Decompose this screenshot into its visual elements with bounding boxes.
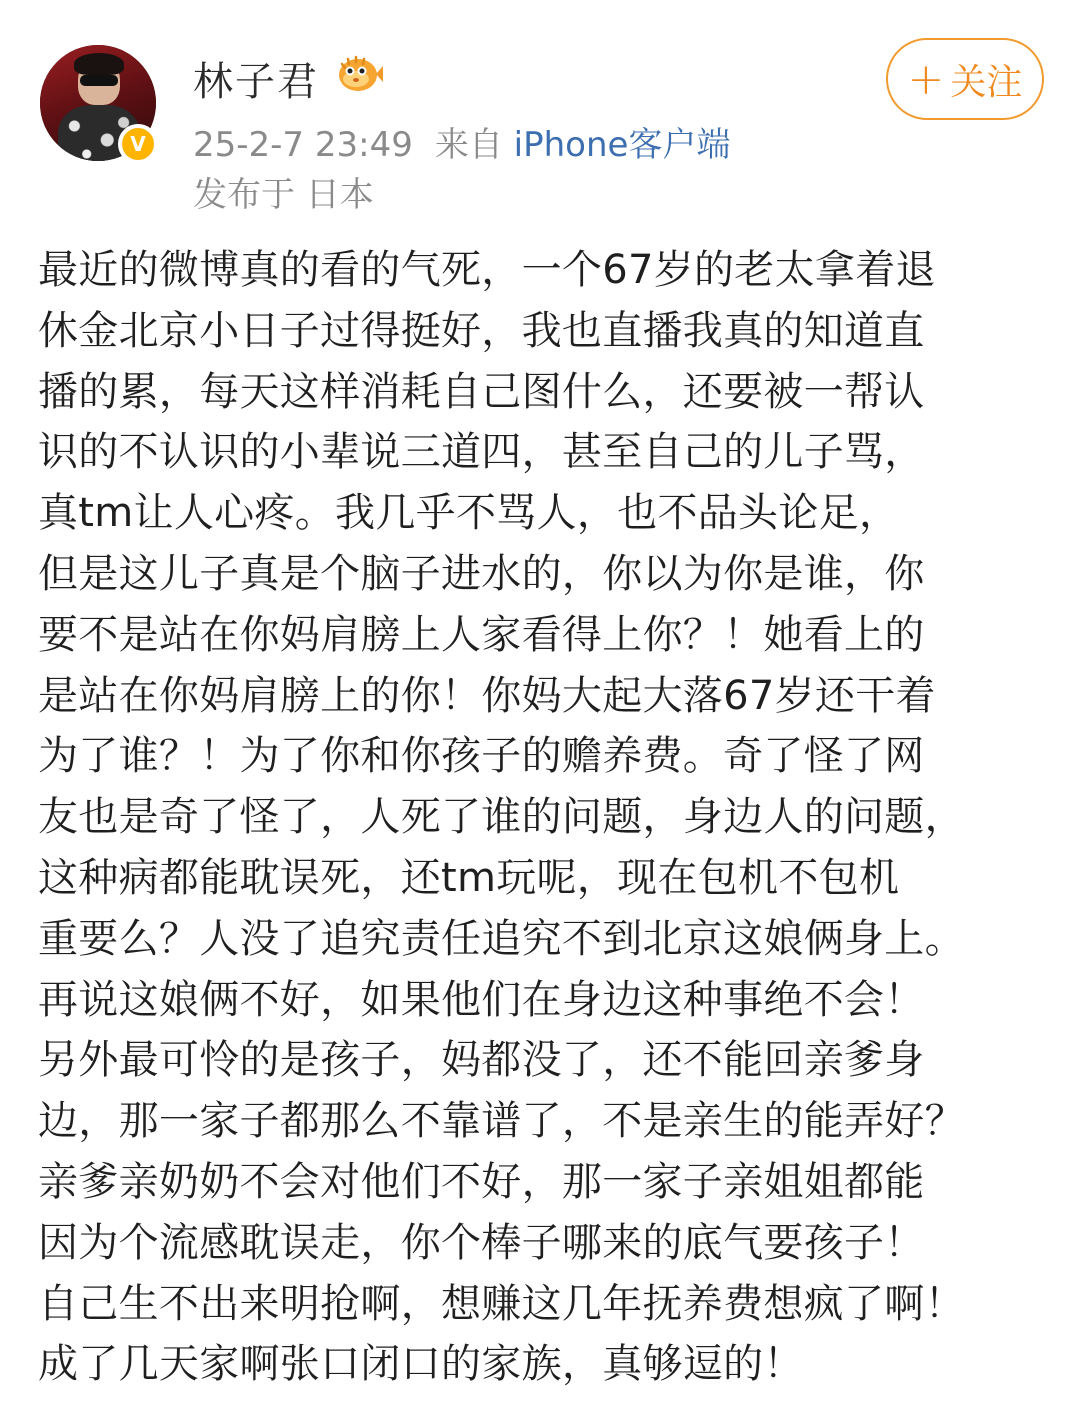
- body-line: 为了谁？！为了你和你孩子的赡养费。奇了怪了网: [38, 733, 925, 780]
- body-line: 友也是奇了怪了，人死了谁的问题，身边人的问题，: [38, 794, 965, 841]
- body-line: 另外最可怜的是孩子，妈都没了，还不能回亲爹身: [38, 1037, 925, 1084]
- body-line: 边，那一家子都那么不靠谱了，不是亲生的能弄好？: [38, 1098, 965, 1145]
- body-line: 自己生不出来明抢啊，想赚这几年抚养费想疯了啊！: [38, 1280, 965, 1327]
- body-line: 休金北京小日子过得挺好，我也直播我真的知道直: [38, 307, 925, 354]
- post-location: 发布于 日本: [193, 175, 374, 215]
- plus-icon: +: [907, 53, 945, 105]
- body-line: 成了几天家啊张口闭口的家族，真够逗的！: [38, 1341, 804, 1388]
- post-body: [38, 240, 1048, 1395]
- body-line: 播的累，每天这样消耗自己图什么，还要被一帮认: [38, 368, 925, 415]
- body-line: 最近的微博真的看的气死，一个67岁的老太拿着退: [38, 247, 936, 293]
- follow-label: 关注: [950, 61, 1023, 103]
- body-line: 要不是站在你妈肩膀上人家看得上你？！她看上的: [38, 611, 925, 658]
- body-line: 真tm让人心疼。我几乎不骂人，也不品头论足，: [38, 490, 900, 537]
- body-line: 亲爹亲奶奶不会对他们不好，那一家子亲姐姐都能: [38, 1158, 925, 1205]
- source-link[interactable]: iPhone客户端: [513, 125, 731, 165]
- body-line: 因为个流感耽误走，你个棒子哪来的底气要孩子！: [38, 1219, 925, 1266]
- verified-badge-icon: V: [118, 124, 158, 164]
- body-line: 再说这娘俩不好，如果他们在身边这种事绝不会！: [38, 976, 925, 1023]
- body-line: 识的不认识的小辈说三道四，甚至自己的儿子骂，: [38, 429, 925, 476]
- post-date: 25-2-7 23:49: [193, 125, 413, 165]
- post-meta: [193, 117, 730, 166]
- username[interactable]: 林子君: [193, 59, 319, 105]
- body-line: 是站在你妈肩膀上的你！你妈大起大落67岁还干着: [38, 672, 936, 719]
- body-line: 但是这儿子真是个脑子进水的，你以为你是谁，你: [38, 550, 925, 597]
- follow-button[interactable]: [886, 38, 1044, 120]
- body-line: 这种病都能耽误死，还tm玩呢，现在包机不包机: [38, 854, 900, 901]
- source-prefix: 来自: [434, 125, 503, 165]
- pufferfish-icon: [336, 54, 384, 94]
- body-line: 重要么？人没了追究责任追究不到北京这娘俩身上。: [38, 915, 965, 962]
